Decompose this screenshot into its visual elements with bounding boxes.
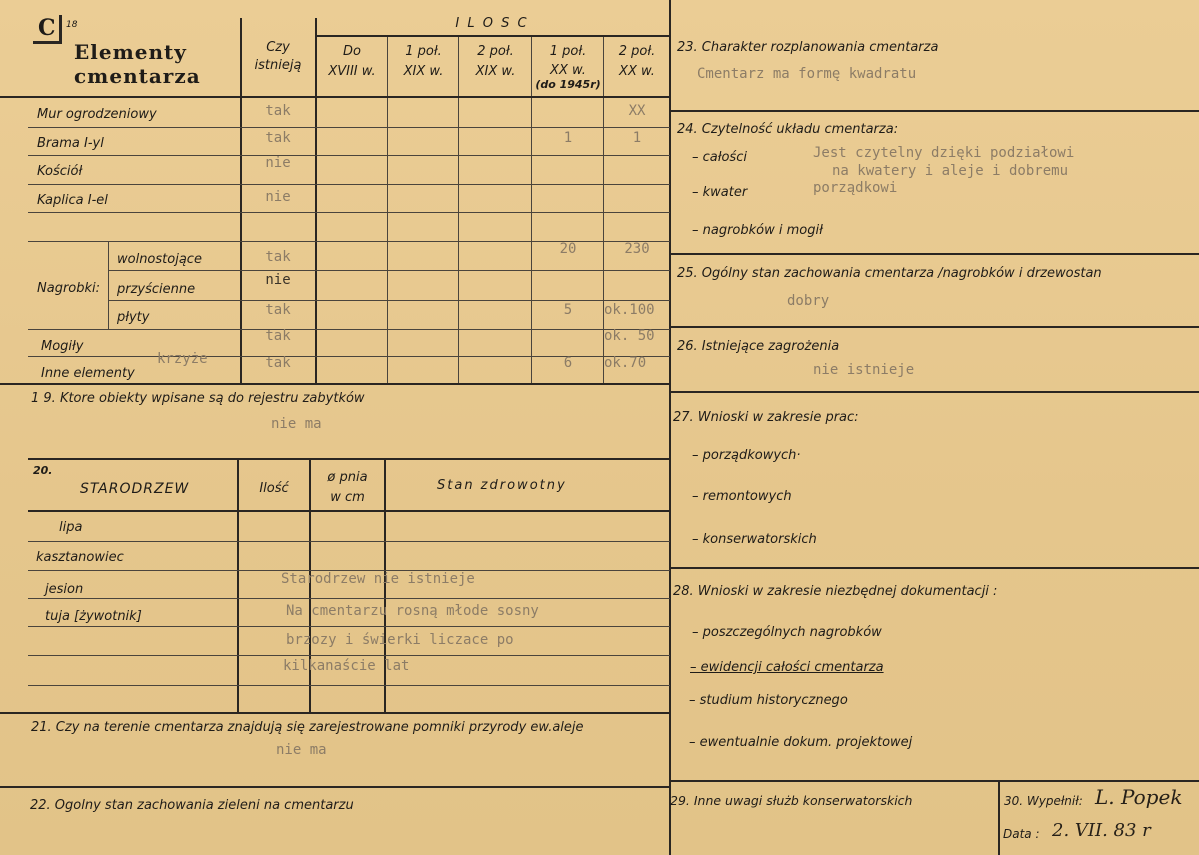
s20-typed-3: brzozy i świerki liczace po xyxy=(286,632,514,648)
s30-date-label: Data : xyxy=(1003,827,1040,841)
s30-signature: L. Popek xyxy=(1095,785,1183,809)
s22-label: 22. Ogolny stan zachowania zieleni na cmentarzu xyxy=(30,798,354,813)
s23-label: 23. Charakter rozplanowania cmentarza xyxy=(677,40,939,55)
mur-2xx: XX xyxy=(628,103,646,119)
inne-typed: krzyże xyxy=(157,351,208,367)
wolnostojace-1xx: 20 xyxy=(559,241,577,257)
ilosc-header: I L O S C xyxy=(455,16,529,31)
brama-czy: tak xyxy=(265,130,291,146)
s29-label: 29. Inne uwagi służb konserwatorskich xyxy=(670,793,913,808)
s30-label: 30. Wypełnił: xyxy=(1004,794,1083,808)
s28-label: 28. Wnioski w zakresie niezbędnej dokumentacji : xyxy=(673,584,998,599)
s20-num: 20. xyxy=(33,464,53,477)
s27-item-remontowych: – remontowych xyxy=(692,489,792,504)
s25-value: dobry xyxy=(787,293,830,309)
col-2xx-2: XX w. xyxy=(619,64,655,79)
s24-value-2: na kwatery i aleje i dobremu xyxy=(832,163,1069,179)
kosciol-czy: nie xyxy=(265,155,291,171)
card-code-sub: 18 xyxy=(66,20,78,30)
przyscienne-czy: nie xyxy=(265,272,291,288)
row-label-mur: Mur ogrodzeniowy xyxy=(37,107,157,122)
s23-value: Cmentarz ma formę kwadratu xyxy=(697,66,917,82)
s20-header-name: STARODRZEW xyxy=(80,481,190,497)
row-label-inne: Inne elementy xyxy=(41,366,135,381)
kaplica-czy: nie xyxy=(265,189,291,205)
col-1xix-1: 1 poł. xyxy=(405,44,442,59)
nagrobki-przyscienne: przyścienne xyxy=(117,282,196,297)
brama-1xx: 1 xyxy=(563,130,573,146)
row-label-brama: Brama I-yl xyxy=(37,136,104,151)
czy-header-2: istnieją xyxy=(254,58,302,73)
elements-title-1: Elementy xyxy=(74,40,187,64)
plyty-1xx: 5 xyxy=(563,302,573,318)
col-2xix-1: 2 poł. xyxy=(477,44,514,59)
inne-czy: tak xyxy=(265,355,291,371)
s24-value-3: porządkowi xyxy=(813,180,898,196)
s24-value-1: Jest czytelny dzięki podziałowi xyxy=(813,145,1075,161)
s26-value: nie istnieje xyxy=(813,362,915,378)
czy-header-1: Czy xyxy=(266,40,290,55)
s20-header-stan: Stan zdrowotny xyxy=(437,478,567,493)
s24-item-kwater: – kwater xyxy=(692,185,748,200)
col-do-xviii-2: XVIII w. xyxy=(328,64,376,79)
s25-label: 25. Ogólny stan zachowania cmentarza /nagrobków i drzewostan xyxy=(677,266,1102,281)
s27-item-konserwatorskich: – konserwatorskich xyxy=(692,532,817,547)
s19-label: 1 9. Ktore obiekty wpisane są do rejestru zabytków xyxy=(31,391,365,406)
s20-header-pnia-2: w cm xyxy=(330,490,365,505)
s24-item-calosci: – całości xyxy=(692,150,747,165)
tree-jesion: jesion xyxy=(45,582,84,597)
s28-item-ewidencji: – ewidencji całości cmentarza xyxy=(690,660,884,675)
mogily-2xx: ok. 50 xyxy=(604,328,655,344)
nagrobki-wolnostojace: wolnostojące xyxy=(117,252,202,267)
elements-title-2: cmentarza xyxy=(74,64,201,88)
mur-czy: tak xyxy=(265,103,291,119)
tree-tuja: tuja [żywotnik] xyxy=(45,609,142,624)
s24-item-nagrobkow: – nagrobków i mogił xyxy=(692,223,823,238)
col-1xx-3: (do 1945r) xyxy=(535,78,601,91)
s24-label: 24. Czytelność układu cmentarza: xyxy=(677,122,899,137)
col-1xx-1: 1 poł. xyxy=(549,44,587,59)
wolnostojace-2xx: 230 xyxy=(624,241,650,257)
s28-item-studium: – studium historycznego xyxy=(689,693,848,708)
tree-lipa: lipa xyxy=(59,520,83,535)
s19-value: nie ma xyxy=(271,416,322,432)
s30-date-value: 2. VII. 83 r xyxy=(1052,820,1151,841)
s26-label: 26. Istniejące zagrożenia xyxy=(677,339,840,354)
mogily-czy: tak xyxy=(265,328,291,344)
s27-label: 27. Wnioski w zakresie prac: xyxy=(673,410,859,425)
inne-1xx: 6 xyxy=(563,355,573,371)
col-2xix-2: XIX w. xyxy=(475,64,516,79)
s20-typed-1: Starodrzew nie istnieje xyxy=(281,571,475,587)
s28-item-nagrobkow: – poszczególnych nagrobków xyxy=(692,625,882,640)
s20-header-pnia-1: ø pnia xyxy=(327,470,368,485)
plyty-2xx: ok.100 xyxy=(604,302,655,318)
center-divider xyxy=(669,0,671,855)
card-code: C xyxy=(38,15,57,41)
brama-2xx: 1 xyxy=(632,130,642,146)
plyty-czy: tak xyxy=(265,302,291,318)
s21-value: nie ma xyxy=(276,742,327,758)
row-label-mogily: Mogiły xyxy=(41,339,84,354)
row-label-kaplica: Kaplica I-el xyxy=(37,193,108,208)
col-1xix-2: XIX w. xyxy=(403,64,444,79)
tree-kasztanowiec: kasztanowiec xyxy=(36,550,124,565)
inne-2xx: ok.70 xyxy=(604,355,647,371)
s27-item-porzadkowych: – porządkowych· xyxy=(692,448,801,463)
wolnostojace-czy: tak xyxy=(265,249,291,265)
col-1xx-2: XX w. xyxy=(550,63,586,78)
s20-typed-2: Na cmentarzu rosną młode sosny xyxy=(286,603,539,619)
col-do-xviii-1: Do xyxy=(343,44,361,59)
s28-item-projektowej: – ewentualnie dokum. projektowej xyxy=(689,735,913,750)
s20-header-ilosc: Ilość xyxy=(259,481,289,496)
col-2xx-1: 2 poł. xyxy=(618,44,656,59)
nagrobki-plyty: płyty xyxy=(117,310,150,325)
nagrobki-label: Nagrobki: xyxy=(37,281,101,296)
row-label-kosciol: Kościół xyxy=(37,164,83,179)
s21-label: 21. Czy na terenie cmentarza znajdują się zarejestrowane pomniki przyrody ew.aleje xyxy=(31,720,584,735)
s20-typed-4: kilkanaście lat xyxy=(283,658,410,674)
